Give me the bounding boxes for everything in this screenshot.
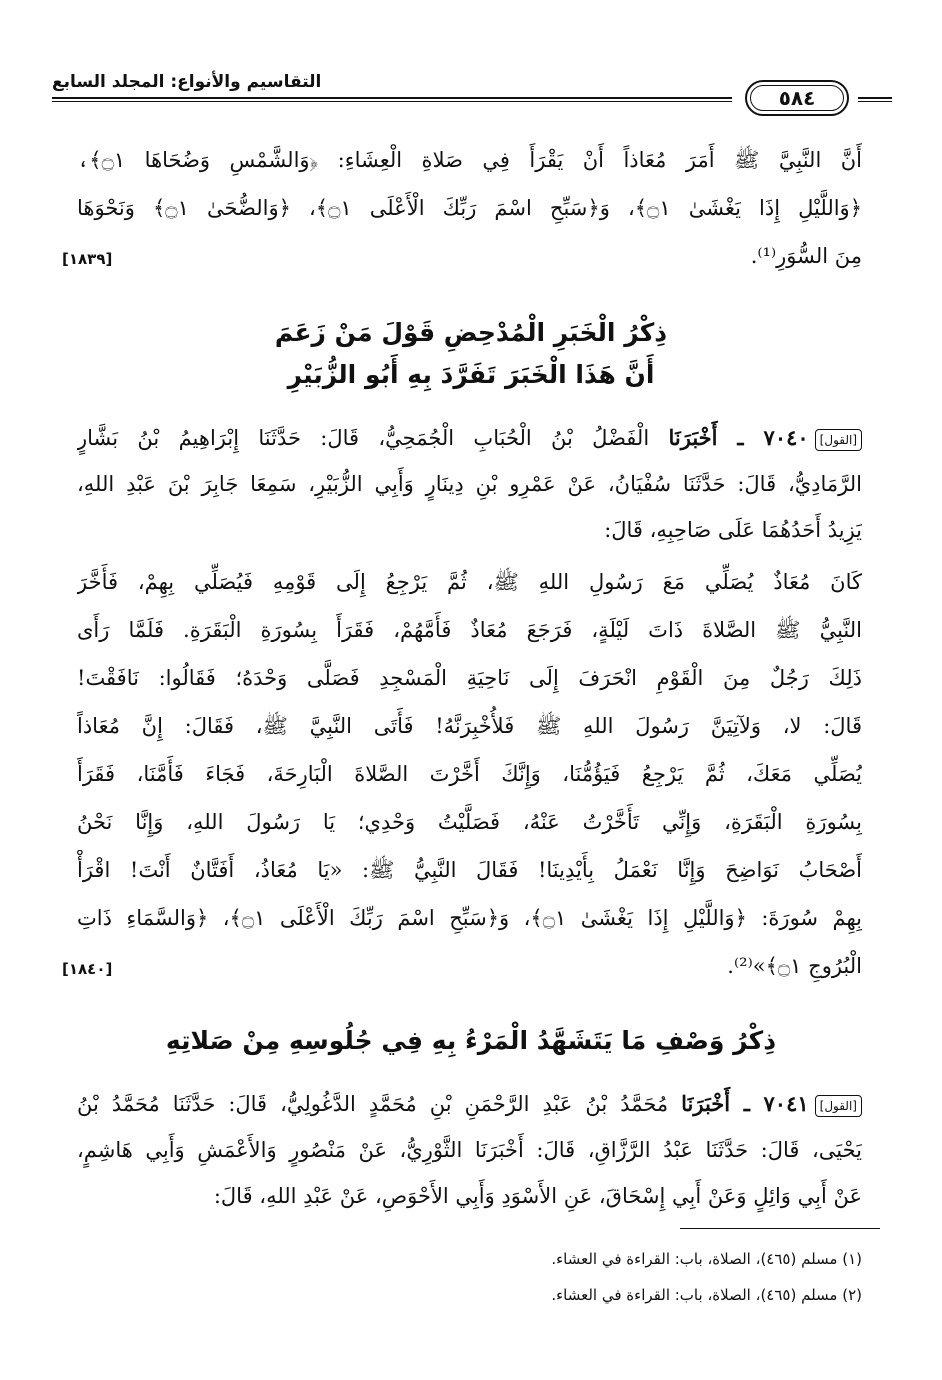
reference-number: [١٨٤٠] xyxy=(62,960,113,978)
text-line: مِنَ السُّوَرِ⁽¹⁾. xyxy=(750,244,862,268)
hadith-number: ٧٠٤٠ ـ أَخْبَرَنَا xyxy=(668,425,809,450)
footnote: (١) مسلم (٤٦٥)، الصلاة، باب: القراءة في العشاء. xyxy=(551,1250,862,1268)
chapter-heading: ذِكْرُ الْخَبَرِ الْمُدْحِضِ قَوْلَ مَنْ زَعَمَ xyxy=(274,318,668,347)
hadith-matn-line: كَانَ مُعَاذٌ يُصَلِّي مَعَ رَسُولِ اللهِ ﷺ، ثُمَّ يَرْجِعُ إِلَى قَوْمِهِ فَيُصَلِّي بِهِمْ، فَأَخَّرَ xyxy=(77,570,862,594)
header-rule-right-thin xyxy=(858,101,892,102)
hadith-matn-line: قَالَ: لا، وَلآتِيَنَّ رَسُولَ اللهِ ﷺ فَلأُخْبِرَنَّهُ! فَأَتَى النَّبِيَّ ﷺ، فَقَالَ: إِنَّ مُعَاذاً xyxy=(77,714,862,738)
footnote: (٢) مسلم (٤٦٥)، الصلاة، باب: القراءة في العشاء. xyxy=(551,1286,862,1304)
hadith-isnad-line: يَزِيدُ أَحَدُهُمَا عَلَى صَاحِبِهِ، قَالَ: xyxy=(604,518,862,542)
hadith-isnad-line: [القول]٧٠٤٠ ـ أَخْبَرَنَا الْفَضْلُ بْنُ الْحُبَابِ الْجُمَحِيُّ، قَالَ: حَدَّثَنَا إِبْرَاهِيمُ بْنُ بَشَّارٍ xyxy=(77,418,862,458)
type-tag: [القول] xyxy=(815,429,862,451)
header-rule xyxy=(52,97,732,99)
header-rule-thin xyxy=(52,101,732,102)
running-title: التقاسيم والأنواع: المجلد السابع xyxy=(52,72,322,92)
chapter-heading: ذِكْرُ وَصْفِ مَا يَتَشَهَّدُ الْمَرْءُ بِهِ فِي جُلُوسِهِ مِنْ صَلاتِهِ xyxy=(165,1026,777,1055)
hadith-number: ٧٠٤١ ـ أَخْبَرَنَا xyxy=(681,1091,809,1116)
header-rule-right xyxy=(858,97,892,99)
text-line: أَنَّ النَّبِيَّ ﷺ أَمَرَ مُعَاذاً أَنْ يَقْرَأَ فِي صَلاةِ الْعِشَاءِ: ﴿وَالشَّمْسِ وَضُحَاهَا ۝١﴾، xyxy=(77,148,862,172)
hadith-isnad-line: الرَّمَادِيُّ، قَالَ: حَدَّثَنَا سُفْيَانُ، عَنْ عَمْرِو بْنِ دِينَارٍ وَأَبِي الزُّبَيْرِ، سَمِعَا جَابِرَ بْنَ عَبْدِ اللهِ، xyxy=(77,472,862,496)
hadith-matn-line: الْبُرُوجِ ۝١﴾»⁽²⁾. xyxy=(727,954,862,978)
page-header xyxy=(0,70,942,126)
hadith-isnad-line: يَحْيَى، قَالَ: حَدَّثَنَا عَبْدُ الرَّزَّاقِ، قَالَ: أَخْبَرَنَا الثَّوْرِيُّ، عَنْ مَنْصُورٍ وَالأَعْمَشِ وَأَبِي هَاشِمٍ، xyxy=(77,1138,862,1162)
page-number: ٥٨٤ xyxy=(778,86,816,110)
page-number-frame xyxy=(745,80,849,116)
hadith-isnad-line: [القول]٧٠٤١ ـ أَخْبَرَنَا مُحَمَّدُ بْنُ عَبْدِ الرَّحْمَنِ بْنِ مُحَمَّدٍ الدَّغُولِيُّ، قَالَ: حَدَّثَنَا مُحَمَّدُ بْنُ xyxy=(77,1084,862,1124)
chapter-heading-line2: أَنَّ هَذَا الْخَبَرَ تَفَرَّدَ بِهِ أَبُو الزُّبَيْرِ xyxy=(287,360,655,389)
type-tag: [القول] xyxy=(815,1095,862,1117)
reference-number: [١٨٣٩] xyxy=(62,250,113,268)
text-line: ﴿وَاللَّيْلِ إِذَا يَغْشَىٰ ۝١﴾، وَ﴿سَبِّحِ اسْمَ رَبِّكَ الْأَعْلَى ۝١﴾، ﴿وَالضُّحَىٰ ۝١﴾ وَنَحْوَهَا xyxy=(77,196,862,220)
hadith-matn-line: النَّبِيُّ ﷺ الصَّلاةَ ذَاتَ لَيْلَةٍ، فَرَجَعَ مُعَاذٌ فَأَمَّهُمْ، فَقَرَأَ بِسُورَةِ الْبَقَرَةِ. فَلَمَّا رَأَى xyxy=(77,618,862,642)
hadith-matn-line: بِسُورَةِ الْبَقَرَةِ، وَإِنِّي تَأَخَّرْتُ عَنْهُ، فَصَلَّيْتُ وَحْدِي؛ يَا رَسُولَ اللهِ، وَإِنَّا نَحْنُ xyxy=(77,810,862,834)
hadith-matn-line: أَصْحَابُ نَوَاضِحَ وَإِنَّا نَعْمَلُ بِأَيْدِينَا! فَقَالَ النَّبِيُّ ﷺ: «يَا مُعَاذُ، أَفَتَّانٌ أَنْتَ! اقْرَأْ xyxy=(77,858,862,882)
hadith-matn-line: ذَلِكَ رَجُلٌ مِنَ الْقَوْمِ انْحَرَفَ إِلَى نَاحِيَةِ الْمَسْجِدِ فَصَلَّى وَحْدَهُ؛ فَقَالُوا: نَافَقْتَ! xyxy=(77,666,862,690)
hadith-matn-line: يُصَلِّي مَعَكَ، ثُمَّ يَرْجِعُ فَيَؤُمُّنَا، وَإِنَّكَ أَخَّرْتَ الصَّلاةَ الْبَارِحَةَ، فَجَاءَ فَأَمَّنَا، فَقَرَأَ xyxy=(77,762,862,786)
hadith-isnad-line: عَنْ أَبِي وَائِلٍ وَعَنْ أَبِي إِسْحَاقَ، عَنِ الأَسْوَدِ وَأَبِي الأَحْوَصِ، عَنْ عَبْدِ اللهِ، قَالَ: xyxy=(213,1184,862,1208)
footnote-divider xyxy=(680,1228,880,1229)
hadith-matn-line: بِهِمْ سُورَةَ: ﴿وَاللَّيْلِ إِذَا يَغْشَىٰ ۝١﴾، وَ﴿سَبِّحِ اسْمَ رَبِّكَ الْأَعْلَى ۝١﴾، ﴿وَالسَّمَاءِ ذَاتِ xyxy=(77,906,862,930)
